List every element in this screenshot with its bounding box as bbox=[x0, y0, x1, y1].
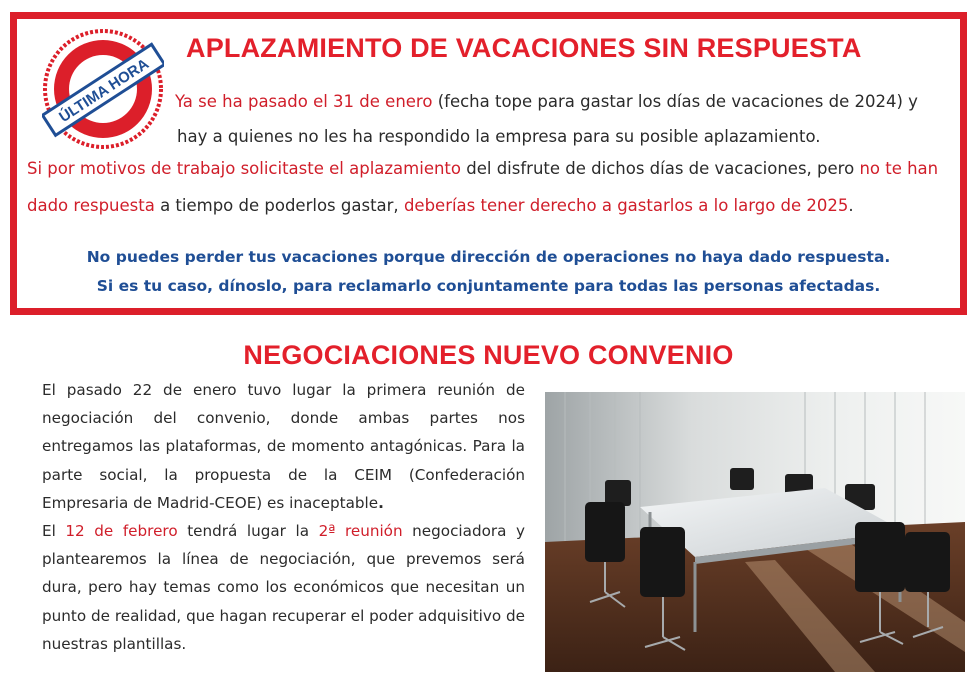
notice-line-3 bbox=[27, 159, 938, 178]
notice-line-4 bbox=[27, 196, 854, 215]
notice-line-4-end: . bbox=[848, 196, 854, 215]
negotiations-text bbox=[42, 376, 525, 658]
meeting-date: 12 de febrero bbox=[65, 522, 178, 541]
notice-line-4-red: dado respuesta bbox=[27, 196, 155, 215]
second-meeting: 2ª reunión bbox=[318, 522, 403, 541]
notice-line-2: hay a quienes no les ha respondido la empresa para su posible aplazamiento. bbox=[177, 127, 821, 146]
badge-text: ÚLTIMA HORA bbox=[56, 55, 153, 126]
negotiations-paragraph-1 bbox=[42, 376, 525, 517]
negotiations-paragraph-1-text: El pasado 22 de enero tuvo lugar la primera reunión de negociación del convenio, donde ambas partes nos entregamos las plataformas, de momento antagónicas. Para la parte social, la propuesta de la CEIM (Confederación Empresaria de Madrid-CEOE) es inaceptable bbox=[42, 381, 525, 512]
notice-line-4-mid: a tiempo de poderlos gastar, bbox=[154, 196, 404, 215]
notice-callout-2: Si es tu caso, dínoslo, para reclamarlo conjuntamente para todas las personas afectadas. bbox=[96, 277, 881, 295]
negotiations-paragraph-2 bbox=[42, 517, 525, 658]
ultima-hora-badge bbox=[42, 28, 164, 150]
notice-callout-1: No puedes perder tus vacaciones porque dirección de operaciones no haya dado respuesta. bbox=[86, 248, 891, 266]
meeting-room-photo bbox=[545, 392, 965, 672]
negotiations-paragraph-1-end: . bbox=[378, 493, 384, 512]
negotiations-title: NEGOCIACIONES NUEVO CONVENIO bbox=[243, 340, 734, 370]
notice-title: APLAZAMIENTO DE VACACIONES SIN RESPUESTA bbox=[186, 33, 862, 63]
notice-line-1-rest: (fecha tope para gastar los días de vacaciones de 2024) y bbox=[432, 92, 918, 111]
notice-line-4-red2: deberías tener derecho a gastarlos a lo largo de 2025 bbox=[403, 196, 849, 215]
notice-line-3-mid: del disfrute de dichos días de vacaciones, pero bbox=[461, 159, 860, 178]
negotiations-paragraph-2-b: tendrá lugar la bbox=[177, 522, 319, 541]
negotiations-paragraph-2-c: negociadora y plantearemos la línea de negociación, que prevemos será dura, pero hay temas como los económicos que necesitan un punto de realidad, que hagan recuperar el poder adquisitivo de nuestras plantillas. bbox=[42, 522, 525, 653]
notice-deadline-text: Ya se ha pasado el 31 de enero bbox=[175, 92, 433, 111]
negotiations-paragraph-2-a: El bbox=[42, 522, 66, 541]
notice-line-1 bbox=[175, 92, 918, 111]
notice-line-3-red2: no te han bbox=[859, 159, 939, 178]
notice-line-3-red: Si por motivos de trabajo solicitaste el aplazamiento bbox=[27, 159, 461, 178]
